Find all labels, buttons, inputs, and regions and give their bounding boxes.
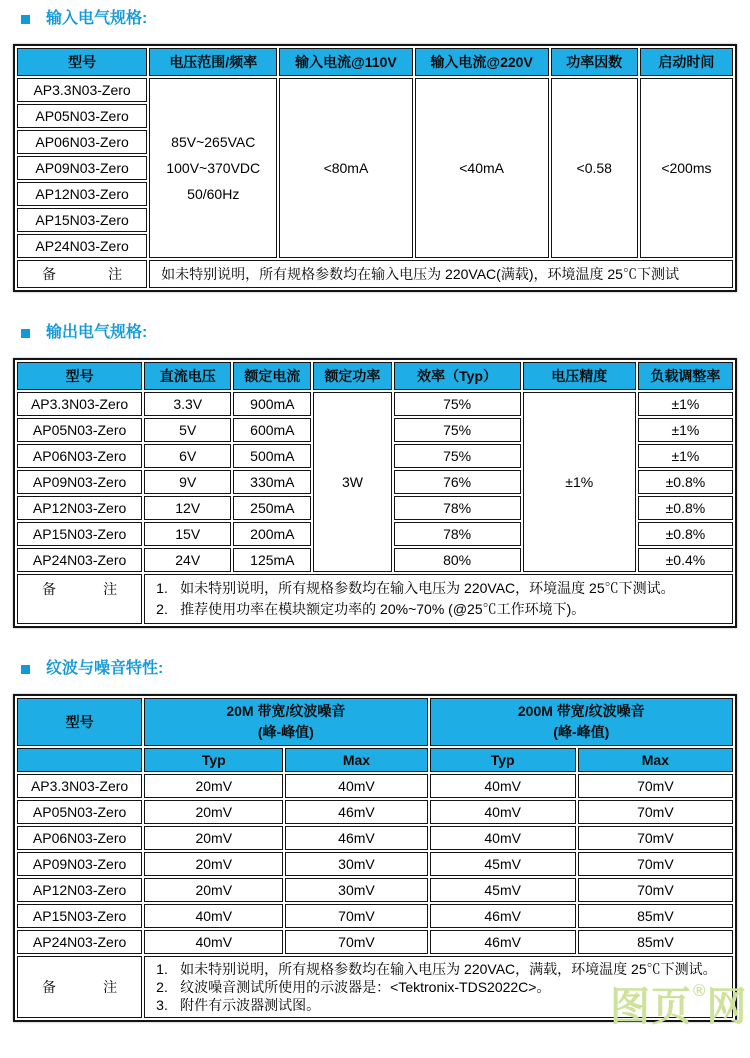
section-title-ripple-noise	[21, 658, 750, 680]
ripple-value-cell: 70mV	[285, 904, 427, 928]
watermark-logo	[610, 982, 748, 1027]
remark-label-char: 备	[42, 266, 56, 282]
ripple-value-cell: 30mV	[285, 878, 427, 902]
header-rated-current: 额定电流	[233, 362, 311, 390]
registered-trademark-icon: ®	[693, 981, 706, 1000]
header-typ: Typ	[144, 748, 283, 772]
voltage-accuracy-cell: ±1%	[523, 392, 636, 572]
square-bullet-icon	[21, 15, 30, 24]
table-row	[17, 774, 733, 798]
load-regulation-cell: ±1%	[638, 392, 733, 416]
remark-label-char: 注	[103, 581, 118, 597]
ripple-value-cell: 46mV	[285, 826, 427, 850]
ripple-value-cell: 70mV	[285, 930, 427, 954]
efficiency-cell: 80%	[394, 548, 521, 572]
model-cell: AP24N03-Zero	[17, 548, 142, 572]
table-row	[17, 852, 733, 876]
ripple-value-cell: 85mV	[578, 904, 733, 928]
model-cell: AP12N03-Zero	[17, 182, 147, 206]
startup-time-cell: <200ms	[640, 78, 733, 258]
section-title-input-spec	[21, 8, 750, 30]
dc-voltage-cell: 12V	[144, 496, 231, 520]
header-model: 型号	[17, 362, 142, 390]
model-cell: AP24N03-Zero	[17, 234, 147, 258]
ripple-value-cell: 46mV	[430, 904, 576, 928]
section-title-text: 纹波与噪音特性:	[46, 660, 164, 677]
load-regulation-cell: ±0.8%	[638, 496, 733, 520]
table-row	[17, 930, 733, 954]
table-row	[17, 904, 733, 928]
voltage-range-line: 85V~265VAC	[171, 134, 256, 150]
watermark-text: 图页	[610, 985, 692, 1029]
model-cell: AP05N03-Zero	[17, 418, 142, 442]
ripple-value-cell: 70mV	[578, 774, 733, 798]
ripple-value-cell: 40mV	[430, 826, 576, 850]
efficiency-cell: 75%	[394, 392, 521, 416]
square-bullet-icon	[21, 329, 30, 338]
current-110-cell: <80mA	[279, 78, 412, 258]
remark-row	[17, 260, 733, 288]
square-bullet-icon	[21, 665, 30, 674]
table-row	[17, 826, 733, 850]
ripple-value-cell: 45mV	[430, 878, 576, 902]
rated-current-cell: 600mA	[233, 418, 311, 442]
header-current-110: 输入电流@110V	[279, 48, 412, 76]
ripple-noise-table	[13, 694, 737, 1022]
section-title-output-spec	[21, 322, 750, 344]
header-voltage-accuracy: 电压精度	[523, 362, 636, 390]
model-cell: AP24N03-Zero	[17, 930, 142, 954]
header-200m-bandwidth: 200M 带宽/纹波噪音 (峰-峰值)	[430, 698, 733, 746]
header-model: 型号	[17, 698, 142, 746]
remark-label-char: 备	[42, 581, 56, 597]
ripple-value-cell: 40mV	[285, 774, 427, 798]
rated-power-cell: 3W	[313, 392, 391, 572]
ripple-value-cell: 20mV	[144, 800, 283, 824]
ripple-value-cell: 45mV	[430, 852, 576, 876]
ripple-value-cell: 85mV	[578, 930, 733, 954]
header-efficiency: 效率（Typ）	[394, 362, 521, 390]
model-cell: AP06N03-Zero	[17, 826, 142, 850]
ripple-value-cell: 70mV	[578, 800, 733, 824]
ripple-value-cell: 70mV	[578, 878, 733, 902]
table-header-row	[17, 48, 733, 76]
dc-voltage-cell: 5V	[144, 418, 231, 442]
header-load-regulation: 负载调整率	[638, 362, 733, 390]
header-model: 型号	[17, 48, 147, 76]
remark-label-char: 注	[103, 979, 118, 995]
remark-label-char: 备	[42, 979, 56, 995]
model-cell: AP09N03-Zero	[17, 852, 142, 876]
header-rated-power: 额定功率	[313, 362, 391, 390]
input-spec-table	[13, 44, 737, 292]
remark-text-cell: 如未特别说明，所有规格参数均在输入电压为 220VAC(满载)，环境温度 25℃下测试	[149, 260, 733, 288]
ripple-value-cell: 20mV	[144, 774, 283, 798]
model-cell: AP05N03-Zero	[17, 104, 147, 128]
header-voltage-range: 电压范围/频率	[149, 48, 277, 76]
ripple-value-cell: 46mV	[430, 930, 576, 954]
section-title-text: 输入电气规格:	[46, 10, 148, 27]
header-dc-voltage: 直流电压	[144, 362, 231, 390]
model-cell: AP3.3N03-Zero	[17, 774, 142, 798]
load-regulation-cell: ±0.8%	[638, 470, 733, 494]
model-cell: AP15N03-Zero	[17, 904, 142, 928]
header-typ: Typ	[430, 748, 576, 772]
ripple-value-cell: 70mV	[578, 826, 733, 850]
current-220-cell: <40mA	[415, 78, 549, 258]
ripple-value-cell: 40mV	[144, 904, 283, 928]
ripple-value-cell: 46mV	[285, 800, 427, 824]
header-power-factor: 功率因数	[551, 48, 638, 76]
rated-current-cell: 500mA	[233, 444, 311, 468]
voltage-range-line: 100V~370VDC	[166, 160, 261, 176]
header-max: Max	[285, 748, 427, 772]
ripple-value-cell: 20mV	[144, 852, 283, 876]
remark-label-cell	[17, 574, 142, 624]
model-cell: AP09N03-Zero	[17, 470, 142, 494]
table-row	[17, 392, 733, 416]
voltage-range-line: 50/60Hz	[187, 186, 240, 202]
header-current-220: 输入电流@220V	[415, 48, 549, 76]
load-regulation-cell: ±0.8%	[638, 522, 733, 546]
dc-voltage-cell: 24V	[144, 548, 231, 572]
ripple-value-cell: 30mV	[285, 852, 427, 876]
header-startup-time: 启动时间	[640, 48, 733, 76]
table-header-row	[17, 698, 733, 746]
table-row	[17, 800, 733, 824]
efficiency-cell: 75%	[394, 444, 521, 468]
model-cell: AP09N03-Zero	[17, 156, 147, 180]
ripple-value-cell: 40mV	[430, 774, 576, 798]
remark-label-cell	[17, 260, 147, 288]
header-blank-cell	[17, 748, 142, 772]
watermark-text: 网	[706, 985, 748, 1029]
efficiency-cell: 78%	[394, 522, 521, 546]
table-header-row	[17, 362, 733, 390]
model-cell: AP05N03-Zero	[17, 800, 142, 824]
table-subheader-row	[17, 748, 733, 772]
dc-voltage-cell: 6V	[144, 444, 231, 468]
section-title-text: 输出电气规格:	[46, 324, 148, 341]
table-row	[17, 78, 733, 102]
efficiency-cell: 75%	[394, 418, 521, 442]
dc-voltage-cell: 15V	[144, 522, 231, 546]
rated-current-cell: 250mA	[233, 496, 311, 520]
rated-current-cell: 125mA	[233, 548, 311, 572]
remark-note: 2. 推荐使用功率在模块额定功率的 20%~70% (@25℃工作环境下)。	[156, 601, 586, 617]
remark-row	[17, 574, 733, 624]
rated-current-cell: 200mA	[233, 522, 311, 546]
remark-note: 2. 纹波噪音测试所使用的示波器是：<Tektronix-TDS2022C>。	[156, 979, 551, 995]
remark-text-cell	[144, 574, 733, 624]
efficiency-cell: 78%	[394, 496, 521, 520]
model-cell: AP3.3N03-Zero	[17, 392, 142, 416]
model-cell: AP12N03-Zero	[17, 496, 142, 520]
table-row	[17, 878, 733, 902]
ripple-value-cell: 40mV	[430, 800, 576, 824]
rated-current-cell: 330mA	[233, 470, 311, 494]
efficiency-cell: 76%	[394, 470, 521, 494]
model-cell: AP15N03-Zero	[17, 208, 147, 232]
remark-label-char: 注	[108, 266, 123, 282]
model-cell: AP12N03-Zero	[17, 878, 142, 902]
output-spec-table	[13, 358, 737, 628]
header-20m-bandwidth: 20M 带宽/纹波噪音 (峰-峰值)	[144, 698, 427, 746]
ripple-value-cell: 40mV	[144, 930, 283, 954]
remark-label-cell	[17, 956, 142, 1018]
rated-current-cell: 900mA	[233, 392, 311, 416]
ripple-value-cell: 20mV	[144, 826, 283, 850]
load-regulation-cell: ±0.4%	[638, 548, 733, 572]
voltage-range-cell	[149, 78, 277, 258]
power-factor-cell: <0.58	[551, 78, 638, 258]
ripple-value-cell: 20mV	[144, 878, 283, 902]
model-cell: AP15N03-Zero	[17, 522, 142, 546]
header-max: Max	[578, 748, 733, 772]
remark-note: 3. 附件有示波器测试图。	[156, 997, 321, 1013]
model-cell: AP06N03-Zero	[17, 130, 147, 154]
ripple-value-cell: 70mV	[578, 852, 733, 876]
dc-voltage-cell: 9V	[144, 470, 231, 494]
load-regulation-cell: ±1%	[638, 444, 733, 468]
dc-voltage-cell: 3.3V	[144, 392, 231, 416]
remark-note: 1. 如未特别说明，所有规格参数均在输入电压为 220VAC，满载，环境温度 25℃下测试。	[156, 961, 717, 977]
model-cell: AP06N03-Zero	[17, 444, 142, 468]
remark-note: 1. 如未特别说明，所有规格参数均在输入电压为 220VAC，环境温度 25℃下测试。	[156, 580, 675, 596]
load-regulation-cell: ±1%	[638, 418, 733, 442]
model-cell: AP3.3N03-Zero	[17, 78, 147, 102]
